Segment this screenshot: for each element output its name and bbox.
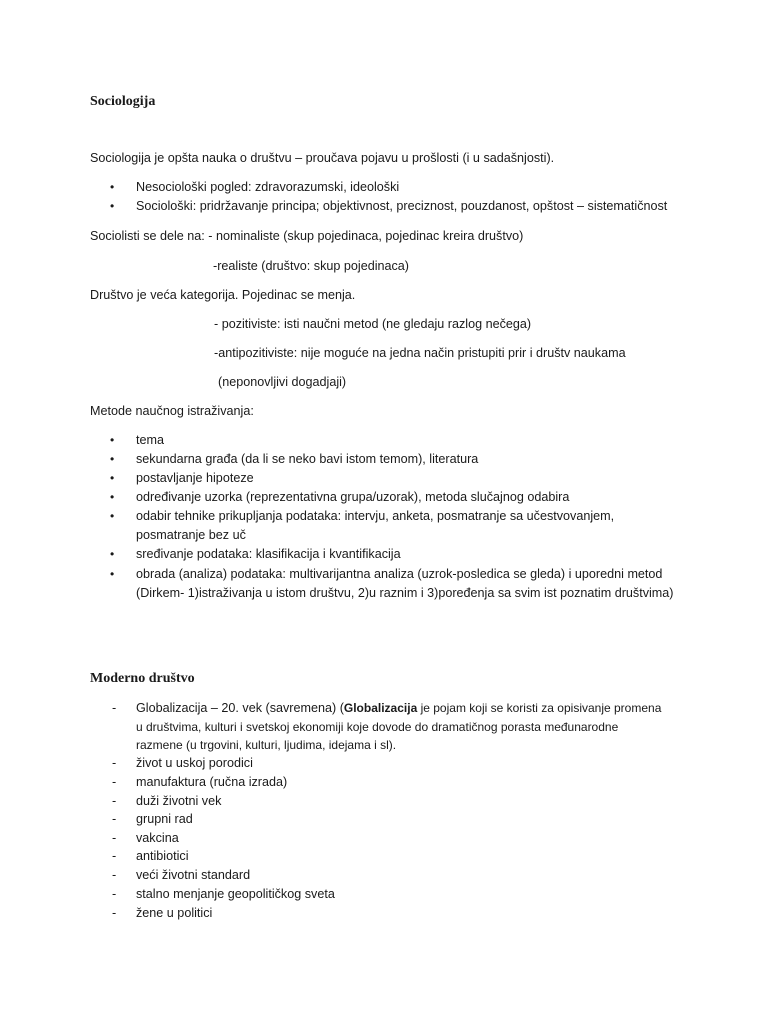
bullet-icon: • [110,509,115,523]
dash-icon: - [112,849,117,863]
list-item-text [136,699,676,718]
list-item-text: obrada (analiza) podataka: multivarijantna analiza (uzrok-posledica se gleda) i uporedni metod [136,567,663,581]
sociologists-line: Sociolisti se dele na: - nominaliste (skup pojedinaca, pojedinac kreira društvo) [90,229,524,243]
list-item-text: antibiotici [136,849,189,863]
list-item-text: određivanje uzorka (reprezentativna grupa/uzorak), metoda slučajnog odabira [136,490,570,504]
dash-icon: - [112,812,117,826]
antipositivists-line: -antipozitiviste: nije moguće na jedna način pristupiti prir i društv naukama [214,346,626,360]
section-heading-moderno-drustvo: Moderno društvo [90,671,195,686]
list-item-text: sekundarna građa (da li se neko bavi istom temom), literatura [136,452,479,466]
list-item-continuation: razmene (u trgovini, kulturi, ljudima, idejama i sl). [136,738,397,752]
section-heading-sociologija: Sociologija [90,94,156,109]
list-item-text: tema [136,433,164,447]
unrepeatable-line: (neponovljivi dogadjaji) [218,375,347,389]
list-item-text: manufaktura (ručna izrada) [136,775,288,789]
list-item-text: sređivanje podataka: klasifikacija i kvantifikacija [136,547,401,561]
glob-lead: Globalizacija – 20. vek (savremena) ( [136,701,344,715]
list-item-text: duži životni vek [136,794,222,808]
dash-icon: - [112,906,117,920]
list-item-text: Nesociološki pogled: zdravorazumski, ideološki [136,180,400,194]
society-line: Društvo je veća kategorija. Pojedinac se menja. [90,288,356,302]
bullet-icon: • [110,471,115,485]
dash-icon: - [112,756,117,770]
list-item-continuation: (Dirkem- 1)istraživanja u istom društvu, 2)u raznim i 3)poređenja sa svim ist poznatim društvima) [136,586,674,600]
positivists-line: - pozitiviste: isti naučni metod (ne gledaju razlog nečega) [214,317,532,331]
list-item-text: veći životni standard [136,868,251,882]
dash-icon: - [112,831,117,845]
dash-icon: - [112,701,117,715]
realists-line: -realiste (društvo: skup pojedinaca) [213,259,409,273]
bullet-icon: • [110,180,115,194]
list-item-text: stalno menjanje geopolitičkog sveta [136,887,335,901]
dash-icon: - [112,775,117,789]
bullet-icon: • [110,490,115,504]
glob-rest: je pojam koji se koristi za opisivanje promena [417,701,662,715]
bullet-icon: • [110,547,115,561]
list-item-text: grupni rad [136,812,193,826]
bullet-icon: • [110,567,115,581]
bullet-icon: • [110,452,115,466]
dash-icon: - [112,794,117,808]
list-item-text: život u uskoj porodici [136,756,253,770]
list-item-text: postavljanje hipoteze [136,471,254,485]
list-item-text: vakcina [136,831,179,845]
list-item-text: odabir tehnike prikupljanja podataka: intervju, anketa, posmatranje sa učestvovanjem, [136,509,615,523]
list-item-continuation: posmatranje bez uč [136,528,246,542]
list-item-text: Sociološki: pridržavanje principa; objektivnost, preciznost, pouzdanost, opštost – sistematičnost [136,199,668,213]
methods-title: Metode naučnog istraživanja: [90,404,254,418]
intro-paragraph: Sociologija je opšta nauka o društvu – proučava pojavu u prošlosti (i u sadašnjosti). [90,151,555,165]
dash-icon: - [112,887,117,901]
bullet-icon: • [110,199,115,213]
list-item-continuation: u društvima, kulturi i svetskoj ekonomiji koje dovode do dramatičnog porasta međunarodne [136,720,619,734]
glob-bold-term: Globalizacija [343,701,418,715]
dash-icon: - [112,868,117,882]
bullet-icon: • [110,433,115,447]
list-item-text: žene u politici [136,906,213,920]
